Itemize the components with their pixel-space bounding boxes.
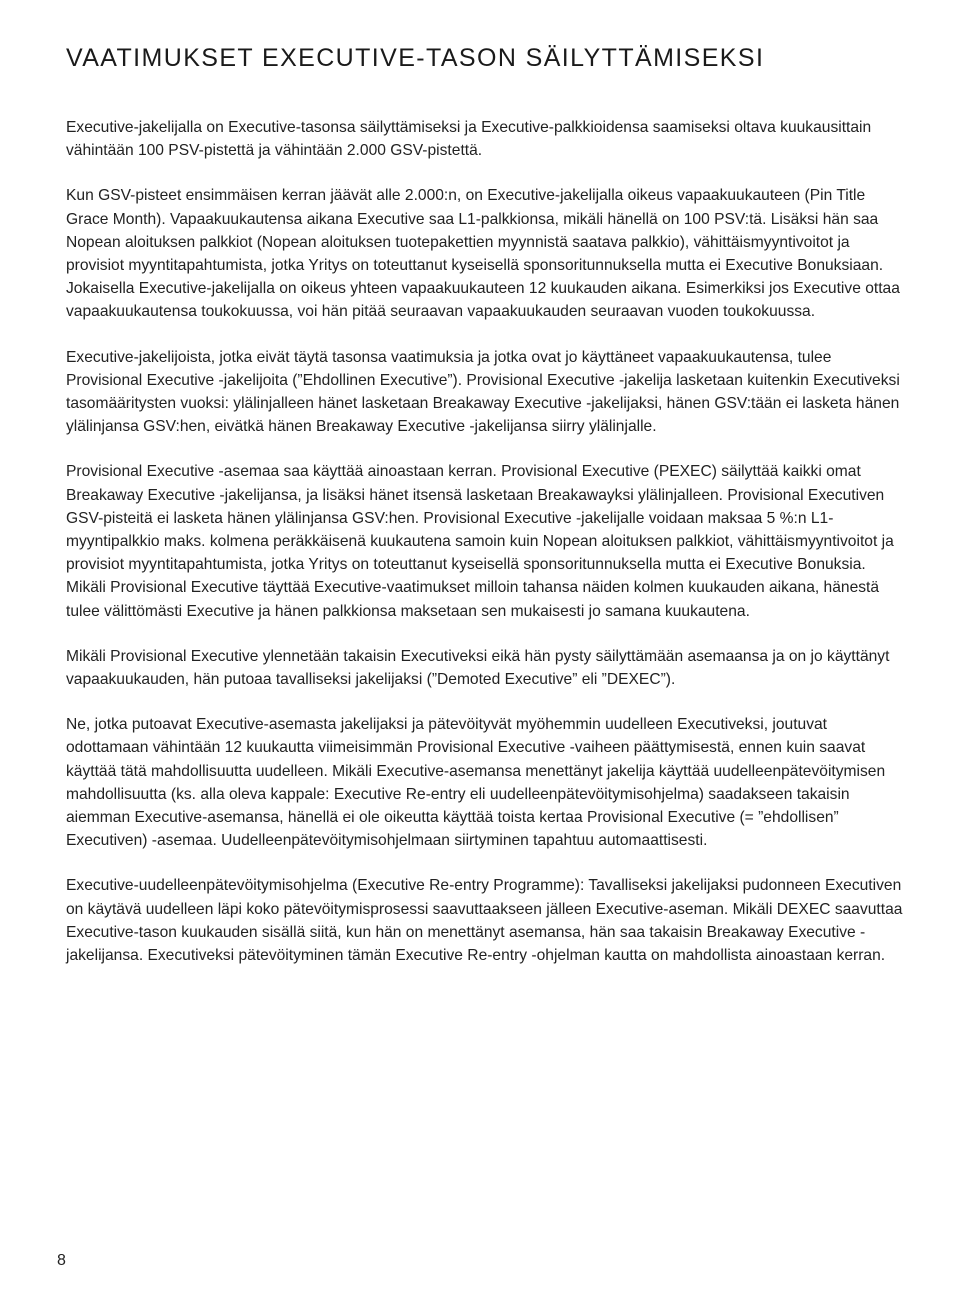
paragraph-reentry-programme: Executive-uudelleenpätevöitymisohjelma (Executive Re-entry Programme): Tavalliseksi jakelijaksi pudonneen Executiven on käytävä uudelleen läpi koko pätevöitymisprosessi saavuttaakseen jälleen Executive-aseman. Mikäli DEXEC saavuttaa Executive-tason kuukauden sisällä siitä, kun hän on menettänyt asemansa, hän saa takaisin Breakaway Executive -jakelijansa. Executiveksi pätevöityminen tämän Executive Re-entry -ohjelman kautta on mahdollista ainoastaan kerran. [66,877,903,965]
paragraph-grace-month: Kun GSV-pisteet ensimmäisen kerran jäävät alle 2.000:n, on Executive-jakelijalla oikeus vapaakuukauteen (Pin Title Grace Month). Vapaakuukautensa aikana Executive saa L1-palkkionsa, mikäli hänellä on 100 PSV:tä. Lisäksi hän saa Nopean aloituksen palkkiot (Nopean aloituksen tuotepakettien myynnistä saatava palkkio), vähittäismyyntivoitot ja provisiot myyntitapahtumista, jotka Yritys on toteuttanut kyseisellä sponsoritunnuksella mutta ei Executive Bonuksiaan. Jokaisella Executive-jakelijalla on oikeus yhteen vapaakuukauteen 12 kuukauden aikana. Esimerkiksi jos Executive ottaa vapaakuukautensa toukokuussa, voi hän pitää seuraavan vapaakuukauden seuraavan vuoden toukokuussa. [66,187,900,321]
paragraph-provisional-executive: Executive-jakelijoista, jotka eivät täytä tasonsa vaatimuksia ja jotka ovat jo käyttäneet vapaakuukautensa, tulee Provisional Executive -jakelijoita (”Ehdollinen Executive”). Provisional Executive -jakelija lasketaan kuitenkin Executiveksi tasomääritysten vuoksi: ylälinjalleen hänet lasketaan Breakaway Executive -jakelijaksi, hänen GSV:tään ei lasketa hänen ylälinjansa GSV:hen, eivätkä hänen Breakaway Executive -jakelijansa siirry ylälinjalle. [66,348,900,436]
page-number: 8 [57,1252,66,1269]
paragraph-requirements: Executive-jakelijalla on Executive-tasonsa säilyttämiseksi ja Executive-palkkioidensa saamiseksi oltava kuukausittain vähintään 100 PSV-pistettä ja vähintään 2.000 GSV-pistettä. [66,119,872,160]
paragraph-requalification-wait: Ne, jotka putoavat Executive-asemasta jakelijaksi ja pätevöityvät myöhemmin uudelleen Executiveksi, joutuvat odottamaan vähintään 12 kuukautta viimeisimmän Provisional Executive -vaiheen päättymisestä, ennen kuin saavat käyttää tätä mahdollisuutta uudelleen. Mikäli Executive-asemansa menettänyt jakelija käyttää uudelleenpätevöitymisen mahdollisuutta (ks. alla oleva kappale: Executive Re-entry eli uudelleenpätevöitymisohjelma) saadakseen takaisin aiemman Executive-asemansa, hänellä ei ole oikeutta käyttää toista kertaa Provisional Executive (= ”ehdollisen” Executiven) -asemaa. Uudelleenpätevöitymisohjelmaan siirtyminen tapahtuu automaattisesti. [66,716,886,850]
paragraph-pexec-rules: Provisional Executive -asemaa saa käyttää ainoastaan kerran. Provisional Executive (PEXEC) säilyttää kaikki omat Breakaway Executive -jakelijansa, ja lisäksi hänet itsensä lasketaan Breakawayksi ylälinjalleen. Provisional Executiven GSV-pisteitä ei lasketa hänen ylälinjansa GSV:hen. Provisional Executive -jakelijalle voidaan maksaa 5 %:n L1-myyntipalkkio maks. kolmena peräkkäisenä kuukautena samoin kuin Nopean aloituksen palkkiot, vähittäismyyntivoitot ja provisiot myyntitapahtumista, jotka Yritys on toteuttanut kyseisellä sponsoritunnuksella mutta ei Executive Bonuksia. Mikäli Provisional Executive täyttää Executive-vaatimukset milloin tahansa näiden kolmen kuukauden aikana, hänestä tulee välittömästi Executive ja hänen palkkionsa maksetaan sen mukaisesti jo samana kuukautena. [66,463,894,620]
page-heading: VAATIMUKSET EXECUTIVE-TASON SÄILYTTÄMISEKSI [66,44,765,72]
paragraph-demoted-executive: Mikäli Provisional Executive ylennetään takaisin Executiveksi eikä hän pysty säilyttämään asemaansa ja on jo käyttänyt vapaakuukauden, hän putoaa tavalliseksi jakelijaksi (”Demoted Executive” eli ”DEXEC”). [66,647,890,689]
body-text [66,116,906,989]
